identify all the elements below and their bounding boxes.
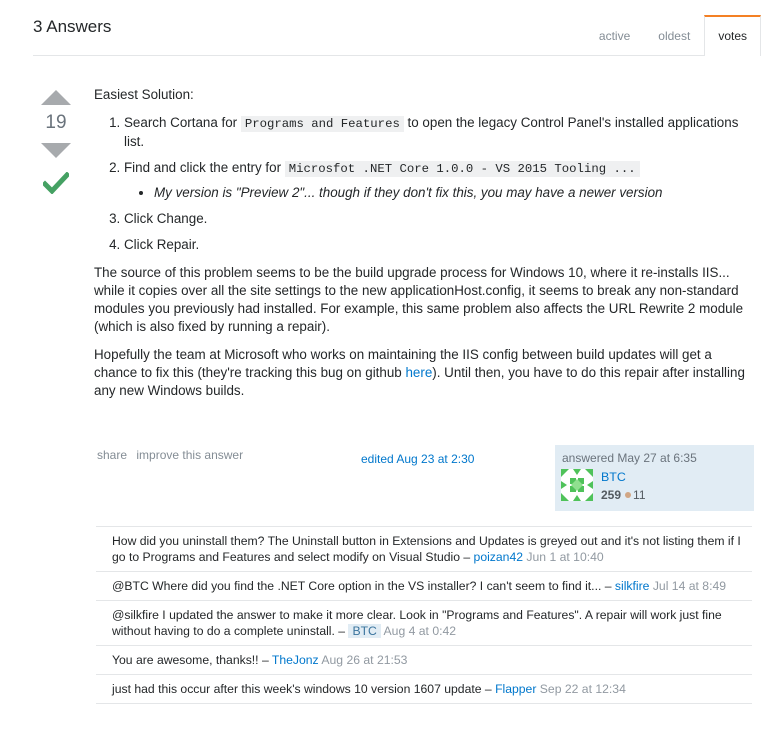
bronze-badge-count: 11 <box>633 488 646 502</box>
step-2-sublist <box>124 184 758 202</box>
answer-intro: Easiest Solution: <box>94 87 194 102</box>
comment <box>96 572 752 601</box>
share-link[interactable]: share <box>97 448 128 462</box>
comment <box>96 675 752 704</box>
sort-tabs <box>585 15 761 56</box>
code-programs-features: Programs and Features <box>241 116 404 132</box>
vote-cell <box>40 90 72 194</box>
user-stats <box>601 488 646 502</box>
comment-user-link[interactable]: Flapper <box>495 682 537 696</box>
comment-date[interactable]: Aug 4 at 0:42 <box>383 624 457 638</box>
github-link[interactable]: here <box>405 365 433 380</box>
code-dotnet-core-entry: Microsfot .NET Core 1.0.0 - VS 2015 Tooling ... <box>285 161 640 177</box>
comment-text: You are awesome, thanks!! – <box>112 653 272 667</box>
comment <box>96 601 752 646</box>
answers-header <box>33 14 761 56</box>
answer-paragraph-2: Hopefully the team at Microsoft who works on maintaining the IIS config between build updates will get a chance to fix this (they're tracking this bug on github here). Until then, you have to do this repair after installing any new Windows builds. <box>94 347 745 398</box>
answer-paragraph-1: The source of this problem seems to be the build upgrade process for Windows 10, where it re-installs IIS... while it copies over all the site settings to the new applicationHost.config, it seems to break any non-standard modules you previously had installed. For example, this same problem also affects the URL Rewrite 2 module (which is also fixed by running a repair). <box>94 265 744 334</box>
bronze-badge-icon <box>625 492 631 498</box>
downvote-arrow-icon[interactable] <box>41 143 71 158</box>
comment-text: just had this occur after this week's windows 10 version 1607 update – <box>112 682 496 696</box>
reputation-score: 259 <box>601 488 622 502</box>
tab-active[interactable]: active <box>598 29 631 43</box>
improve-answer-link[interactable]: improve this answer <box>136 448 244 462</box>
comment-user-link[interactable]: TheJonz <box>271 653 319 667</box>
comment-text: How did you uninstall them? The Uninstall button in Extensions and Updates is greyed out and it's not listing them if I go to Programs and Features and select modify on Visual Studio – <box>112 534 741 564</box>
step-3: 3. Click Change. <box>124 210 758 228</box>
comment-date[interactable]: Sep 22 at 12:34 <box>539 682 626 696</box>
answered-time: answered May 27 at 6:35 <box>562 451 697 465</box>
post-menu <box>97 448 249 462</box>
comment-date[interactable]: Jun 1 at 10:40 <box>526 550 604 564</box>
vote-count: 19 <box>45 112 67 133</box>
tab-votes[interactable]: votes <box>704 15 761 56</box>
step-4: 4. Click Repair. <box>124 236 758 254</box>
steps-list <box>94 114 758 254</box>
comment-user-link[interactable]: silkfire <box>614 579 650 593</box>
step-2-note: • My version is "Preview 2"... though if they don't fix this, you may have a newer version <box>154 184 758 202</box>
answer-body <box>94 86 758 410</box>
answers-count-title: 3 Answers <box>33 17 112 36</box>
comment <box>96 646 752 675</box>
step-2: 2. Find and click the entry for Microsfot .NET Core 1.0.0 - VS 2015 Tooling ... • My version is "Preview 2"... though if they don't fix this, you may have a newer version <box>124 159 758 202</box>
comment-text: @BTC Where did you find the .NET Core option in the VS installer? I can't seem to find it... – <box>112 579 615 593</box>
step-1: 1. Search Cortana for Programs and Features to open the legacy Control Panel's installed applications list. <box>124 114 758 151</box>
edited-link[interactable]: edited Aug 23 at 2:30 <box>361 452 475 466</box>
comment-text: @silkfire I updated the answer to make it more clear. Look in "Programs and Features". A repair will work just fine without having to do a complete uninstall. – <box>112 608 722 638</box>
user-name-link[interactable]: BTC <box>601 470 626 484</box>
user-avatar[interactable] <box>561 469 593 501</box>
comments-list <box>96 526 752 704</box>
comment <box>96 527 752 572</box>
accepted-checkmark-icon <box>43 172 69 194</box>
upvote-arrow-icon[interactable] <box>41 90 71 105</box>
user-card <box>555 445 754 511</box>
comment-user-link[interactable]: BTC <box>348 624 380 638</box>
comment-date[interactable]: Aug 26 at 21:53 <box>321 653 408 667</box>
tab-oldest[interactable]: oldest <box>658 29 691 43</box>
comment-user-link[interactable]: poizan42 <box>473 550 524 564</box>
comment-date[interactable]: Jul 14 at 8:49 <box>652 579 727 593</box>
